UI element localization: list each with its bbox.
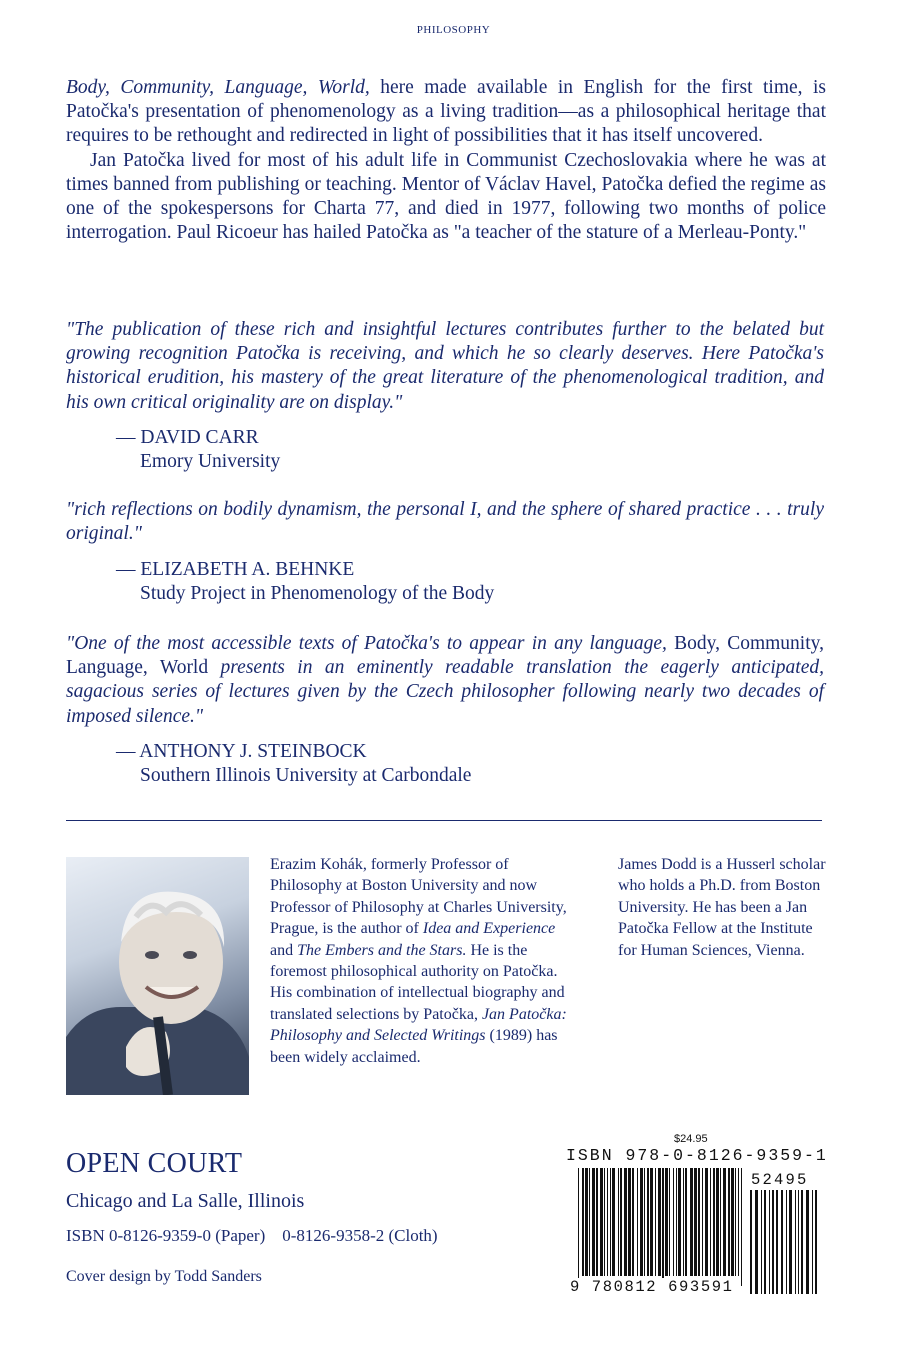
barcode-bar	[618, 1168, 619, 1276]
barcode-bar	[735, 1168, 736, 1276]
barcode-bar	[640, 1168, 643, 1276]
barcode-bar	[632, 1168, 634, 1276]
barcode-bar	[607, 1168, 608, 1276]
barcode-bar	[716, 1168, 719, 1276]
barcode-addon-digits: 52495	[751, 1171, 809, 1189]
barcode-bar	[600, 1168, 603, 1276]
blurb-quote-steinbock: "One of the most accessible texts of Patočka's to appear in any language, Body, Community, Language, World presents in an eminently readable translation the eagerly anticipated, sagacious series of lectures given by the Czech philosopher following nearly two decades of imposed silence."	[66, 633, 825, 727]
barcode-bar	[685, 1168, 687, 1276]
barcode-bar	[789, 1190, 792, 1294]
barcode-bar	[769, 1190, 770, 1294]
barcode-bar	[585, 1168, 588, 1276]
barcode-bar	[582, 1168, 584, 1276]
barcode-bar	[690, 1168, 693, 1276]
barcode-bar	[705, 1168, 708, 1276]
barcode-bar	[738, 1168, 739, 1276]
barcode-bar	[812, 1190, 813, 1294]
blurb-affiliation: Study Project in Phenomenology of the Body	[140, 583, 495, 605]
barcode-bar	[806, 1190, 809, 1294]
barcode-bar	[728, 1168, 730, 1276]
barcode-bar	[624, 1168, 627, 1276]
blurb-quote-carr: "The publication of these rich and insightful lectures contributes further to the belated but growing recognition Patočka is receiving, and which he so clearly deserves. Here Patočka's historical erudition, his mastery of the great literature of the phenomenological tradition, and his own critical originality are on display."	[66, 319, 824, 413]
isbn-list: ISBN 0-8126-9359-0 (Paper) 0-8126-9358-2 (Cloth)	[66, 1226, 438, 1245]
barcode-bar	[801, 1190, 803, 1294]
barcode-bar	[786, 1190, 787, 1294]
blurb-attribution-carr	[116, 426, 280, 474]
barcode-bar	[731, 1168, 734, 1276]
barcode-bar	[698, 1168, 700, 1276]
blurb-author: — ELIZABETH A. BEHNKE	[116, 559, 355, 580]
barcode-bar	[604, 1168, 605, 1276]
barcode-bar	[644, 1168, 645, 1276]
description-paragraph-1: Body, Community, Language, World, here made available in English for the first time, is Patočka's presentation of phenomenology as a living tradition—as a philosophical heritage that requires to be rethought and redirected in light of possibilities that it has itself uncovered.	[66, 77, 827, 147]
barcode-bar	[620, 1168, 622, 1276]
barcode-bar	[781, 1190, 783, 1294]
barcode-bar	[628, 1168, 631, 1276]
barcode-bar	[589, 1168, 590, 1276]
barcode-bar	[612, 1168, 615, 1276]
barcode-bar	[669, 1168, 670, 1276]
ean-digits: 9 780812 693591	[570, 1278, 734, 1296]
divider-rule	[66, 820, 822, 821]
author-photo	[66, 857, 249, 1095]
barcode-bar	[662, 1168, 664, 1286]
cover-credit: Cover design by Todd Sanders	[66, 1268, 262, 1285]
book-title-inline: Body, Community, Language, World,	[66, 77, 370, 98]
section-header: PHILOSOPHY	[416, 24, 491, 36]
barcode-bar	[673, 1168, 674, 1276]
barcode-bar	[683, 1168, 684, 1276]
blurb-attribution-behnke	[116, 558, 494, 606]
barcode-bar	[764, 1190, 766, 1294]
barcode-bar	[723, 1168, 726, 1276]
publisher-location: Chicago and La Salle, Illinois	[66, 1190, 305, 1212]
barcode-bar	[741, 1168, 742, 1286]
barcode-bar	[795, 1190, 796, 1294]
description-paragraph-2: Jan Patočka lived for most of his adult life in Communist Czechoslovakia where he was at times banned from publishing or teaching. Mentor of Václav Havel, Patočka defied the regime as one of the spokespersons for Charta 77, and died in 1977, following two months of police interrogation. Paul Ricoeur has hailed Patočka as "a teacher of the stature of a Merleau-Ponty."	[66, 149, 826, 244]
barcode-bar	[655, 1168, 656, 1276]
barcode-bar	[650, 1168, 653, 1276]
barcode-bar	[647, 1168, 649, 1276]
barcode-bar	[761, 1190, 762, 1294]
barcode-bar	[665, 1168, 668, 1276]
barcode-bar	[702, 1168, 703, 1276]
barcode-bar	[720, 1168, 721, 1276]
barcode-bar	[713, 1168, 715, 1276]
barcode-bar	[592, 1168, 595, 1276]
blurb-author: — DAVID CARR	[116, 427, 259, 448]
publisher-name: OPEN COURT	[66, 1148, 243, 1179]
barcode-bar	[596, 1168, 598, 1276]
isbn13-label: ISBN 978-0-8126-9359-1	[566, 1146, 828, 1165]
blurb-affiliation: Southern Illinois University at Carbondale	[140, 765, 472, 787]
barcode-bar	[578, 1168, 579, 1286]
barcode-bar	[750, 1190, 752, 1294]
barcode-bar	[658, 1168, 661, 1276]
barcode-bar	[678, 1168, 681, 1276]
barcode-bar	[676, 1168, 677, 1276]
blurb-author: — ANTHONY J. STEINBOCK	[116, 741, 367, 762]
barcode-bar	[710, 1168, 711, 1276]
bio-kohak: Erazim Kohák, formerly Professor of Philosophy at Boston University and now Professor of Philosophy at Charles University, Prague, is the author of Idea and Experience and The Embers and the Stars. He is the foremost philosophical authority on Patočka. His combination of intellectual biography and translated selections by Patočka, Jan Patočka: Philosophy and Selected Writings (1989) has been widely acclaimed.	[270, 856, 567, 1066]
bio-dodd: James Dodd is a Husserl scholar who holds a Ph.D. from Boston University. He has been a Jan Patočka Fellow at the Institute for Human Sciences, Vienna.	[618, 856, 826, 959]
book-description	[66, 76, 826, 245]
price-label: $24.95	[674, 1133, 708, 1145]
barcode-bar	[815, 1190, 817, 1294]
barcode-bar	[694, 1168, 697, 1276]
blurb-quote-behnke: "rich reflections on bodily dynamism, the personal I, and the sphere of shared practice . . . truly original."	[66, 499, 824, 545]
barcode-bar	[776, 1190, 778, 1294]
blurb-affiliation: Emory University	[140, 451, 281, 473]
blurb-attribution-steinbock	[116, 740, 471, 788]
portrait-illustration	[66, 857, 249, 1095]
barcode-bar	[755, 1190, 758, 1294]
barcode-bar	[610, 1168, 611, 1276]
barcode-bar	[772, 1190, 774, 1294]
book-title-inline: Body, Community, Language, World	[66, 633, 825, 679]
barcode-bar	[637, 1168, 638, 1276]
barcode-bar	[798, 1190, 799, 1294]
